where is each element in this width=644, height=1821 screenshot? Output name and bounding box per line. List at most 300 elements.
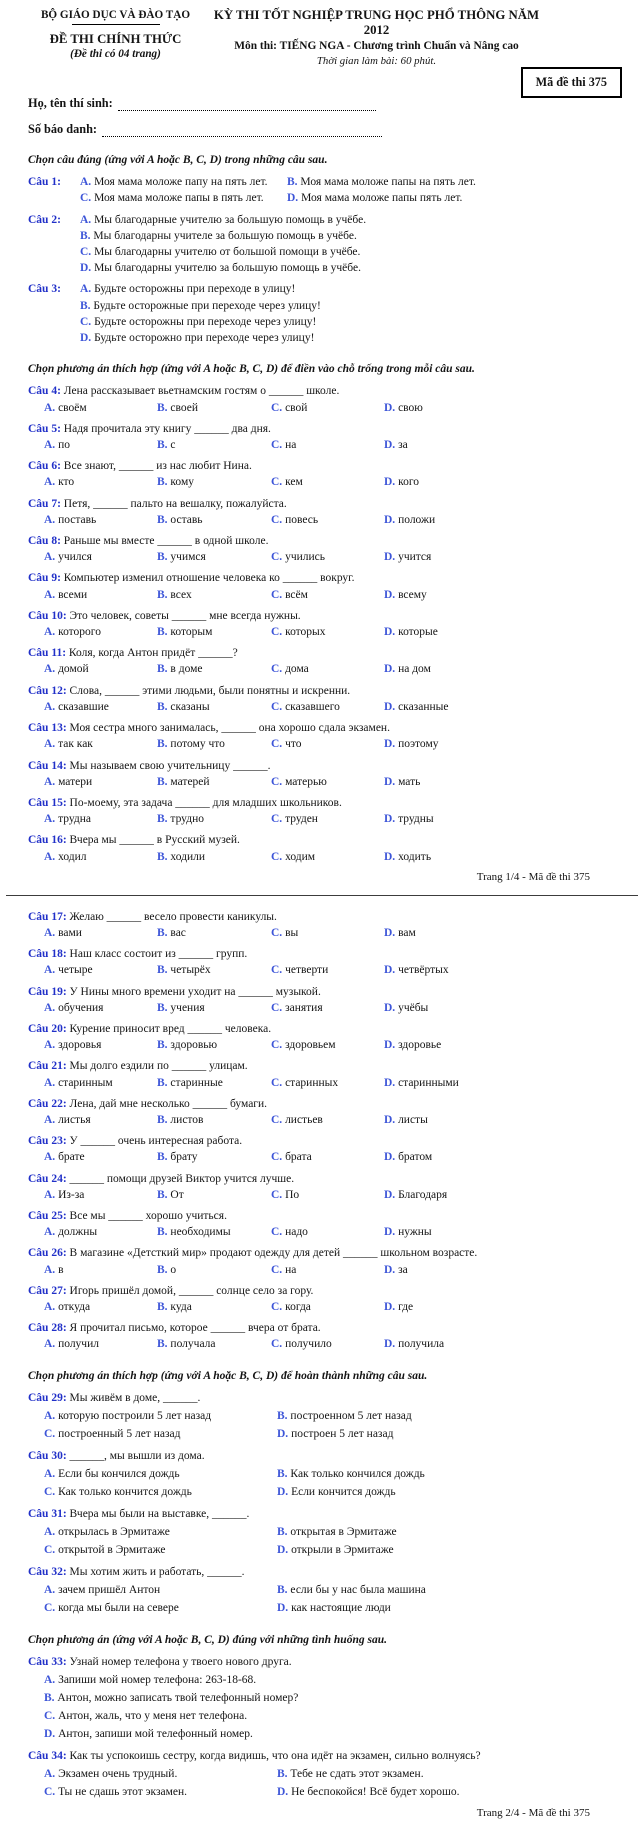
option-a bbox=[44, 1523, 277, 1541]
option-d bbox=[384, 1149, 608, 1165]
option-text: Антон, запиши мой телефонный номер. bbox=[55, 1728, 253, 1740]
option-c bbox=[271, 1037, 384, 1053]
option-text: Будьте осторожны при переходе в улицу! bbox=[91, 283, 296, 296]
question-line bbox=[28, 795, 608, 811]
option-letter: C. bbox=[271, 513, 283, 526]
option-a bbox=[44, 512, 157, 528]
option-text: Ты не сдашь этот экзамен. bbox=[55, 1786, 188, 1798]
option-letter: D. bbox=[384, 1263, 396, 1276]
option-a bbox=[44, 1000, 157, 1016]
option-letter: B. bbox=[277, 1467, 288, 1480]
option-a bbox=[44, 1465, 277, 1483]
option-text: листьев bbox=[282, 1113, 323, 1126]
option-letter: B. bbox=[157, 663, 168, 676]
option-text: Мы благодарные учителю за большую помощь в учёбе. bbox=[91, 213, 367, 226]
option-letter: A. bbox=[80, 213, 92, 226]
option-text: нужны bbox=[395, 1226, 432, 1239]
option-letter: C. bbox=[271, 439, 283, 452]
option-text: старинным bbox=[55, 1076, 113, 1089]
option-letter: A. bbox=[44, 1188, 56, 1201]
option-c bbox=[271, 774, 384, 790]
option-letter: D. bbox=[384, 813, 396, 826]
option-text: ходил bbox=[55, 850, 87, 863]
section-instruction: Chọn phương án thích hợp (ứng với A hoặc B, C, D) để hoàn thành những câu sau. bbox=[28, 1369, 428, 1382]
option-a bbox=[44, 1336, 157, 1352]
question-text: ______ помощи друзей Виктор учится лучше. bbox=[66, 1172, 295, 1185]
option-letter: A. bbox=[44, 1113, 56, 1126]
option-a bbox=[44, 624, 157, 640]
option-d bbox=[384, 549, 608, 565]
question-line bbox=[28, 1390, 608, 1407]
option-c bbox=[80, 314, 608, 330]
option-text: Как только кончился дождь bbox=[287, 1467, 425, 1480]
option-letter: B. bbox=[80, 299, 91, 312]
option-letter: C. bbox=[44, 1485, 56, 1498]
option-b bbox=[277, 1523, 608, 1541]
question-text: Слова, ______ этими людьми, были понятны и искренни. bbox=[66, 684, 351, 697]
option-letter: C. bbox=[44, 1543, 56, 1556]
ministry-name: BỘ GIÁO DỤC VÀ ĐÀO TẠO bbox=[40, 9, 191, 21]
option-text: своей bbox=[167, 401, 199, 414]
candidate-id-line bbox=[28, 111, 608, 137]
option-c bbox=[271, 1149, 384, 1165]
question-cau-6 bbox=[28, 458, 608, 490]
question-number-label: Câu 27: bbox=[28, 1284, 67, 1297]
option-letter: A. bbox=[44, 1039, 56, 1052]
option-c bbox=[271, 962, 384, 978]
question-line bbox=[28, 1245, 608, 1261]
question-number-label: Câu 31: bbox=[28, 1507, 67, 1520]
option-d bbox=[277, 1483, 608, 1501]
options-grid bbox=[44, 587, 608, 603]
option-letter: C. bbox=[271, 1039, 283, 1052]
option-text: матерей bbox=[167, 775, 210, 788]
options-grid bbox=[44, 661, 608, 677]
question-cau-23 bbox=[28, 1133, 608, 1165]
question-text: Вчера мы были на выставке, ______. bbox=[66, 1507, 250, 1520]
question-line bbox=[28, 570, 608, 586]
option-b bbox=[157, 849, 271, 865]
options-grid bbox=[44, 437, 608, 453]
option-letter: C. bbox=[271, 1300, 283, 1313]
option-text: четвёртых bbox=[395, 964, 449, 977]
option-a bbox=[44, 849, 157, 865]
option-b bbox=[287, 174, 608, 190]
option-letter: A. bbox=[80, 176, 92, 189]
option-letter: D. bbox=[384, 1188, 396, 1201]
question-line bbox=[28, 1564, 608, 1581]
option-text: Если кончится дождь bbox=[288, 1485, 396, 1498]
option-c bbox=[44, 1783, 277, 1801]
question-number-label: Câu 10: bbox=[28, 609, 67, 622]
option-text: Моя мама моложе папу на пять лет. bbox=[91, 176, 268, 189]
option-b bbox=[157, 1149, 271, 1165]
option-d bbox=[384, 437, 608, 453]
option-d bbox=[384, 1112, 608, 1128]
option-letter: A. bbox=[44, 850, 56, 863]
option-text: за bbox=[395, 1263, 408, 1276]
option-text: построенный 5 лет назад bbox=[55, 1427, 181, 1440]
official-exam-label: ĐỀ THI CHÍNH THỨC bbox=[49, 32, 182, 46]
question-cau-32 bbox=[28, 1564, 608, 1617]
option-letter: D. bbox=[384, 476, 396, 489]
question-text: По-моему, эта задача ______ для младших школьников. bbox=[66, 796, 342, 809]
options-grid bbox=[44, 1407, 608, 1443]
option-c bbox=[271, 1299, 384, 1315]
option-text: получило bbox=[282, 1338, 332, 1351]
page-footer: Trang 2/4 - Mã đề thi 375 bbox=[476, 1807, 590, 1819]
header-left-block bbox=[28, 8, 203, 61]
option-a bbox=[80, 212, 608, 228]
option-text: учились bbox=[282, 551, 325, 564]
option-d bbox=[384, 774, 608, 790]
option-d bbox=[80, 260, 608, 276]
option-a bbox=[44, 962, 157, 978]
page-divider bbox=[6, 895, 638, 896]
options-grid bbox=[44, 1187, 608, 1203]
option-letter: A. bbox=[44, 1151, 56, 1164]
option-a bbox=[80, 281, 608, 297]
option-a bbox=[80, 174, 287, 190]
option-letter: C. bbox=[44, 1427, 56, 1440]
option-text: Мы благодарны учителе за большую помощь в учёбе. bbox=[90, 229, 357, 242]
option-a bbox=[44, 699, 157, 715]
options-grid bbox=[44, 774, 608, 790]
option-letter: B. bbox=[157, 1226, 168, 1239]
option-text: здоровья bbox=[55, 1039, 102, 1052]
question-number-label: Câu 32: bbox=[28, 1565, 67, 1578]
option-text: повесь bbox=[282, 513, 319, 526]
question-text: Мы хотим жить и работать, ______. bbox=[66, 1565, 245, 1578]
option-text: сказавшие bbox=[55, 700, 109, 713]
option-text: получила bbox=[395, 1338, 445, 1351]
option-c bbox=[44, 1483, 277, 1501]
option-text: Тебе не сдать этот экзамен. bbox=[287, 1768, 424, 1780]
option-letter: A. bbox=[44, 813, 56, 826]
option-letter: A. bbox=[44, 926, 56, 939]
option-letter: D. bbox=[384, 700, 396, 713]
option-letter: D. bbox=[384, 1226, 396, 1239]
question-line bbox=[28, 1021, 608, 1037]
option-letter: A. bbox=[44, 700, 56, 713]
question-cau-9 bbox=[28, 570, 608, 602]
option-text: сказавшего bbox=[282, 700, 340, 713]
question-cau-7 bbox=[28, 496, 608, 528]
option-letter: D. bbox=[44, 1728, 56, 1740]
option-text: дома bbox=[282, 663, 309, 676]
option-text: вами bbox=[55, 926, 82, 939]
question-number-label: Câu 28: bbox=[28, 1322, 67, 1335]
option-letter: B. bbox=[277, 1768, 288, 1780]
question-text: Желаю ______ весело провести каникулы. bbox=[66, 910, 277, 923]
option-letter: D. bbox=[80, 332, 92, 345]
option-d bbox=[384, 1075, 608, 1091]
option-letter: B. bbox=[157, 1188, 168, 1201]
option-d bbox=[287, 190, 608, 206]
option-letter: B. bbox=[277, 1583, 288, 1596]
question-cau-26 bbox=[28, 1245, 608, 1277]
question-number-label: Câu 12: bbox=[28, 684, 67, 697]
option-letter: B. bbox=[157, 513, 168, 526]
option-letter: A. bbox=[44, 588, 56, 601]
question-text: Надя прочитала эту книгу ______ два дня. bbox=[60, 422, 271, 435]
option-letter: B. bbox=[157, 964, 168, 977]
question-line bbox=[28, 383, 608, 399]
option-b bbox=[157, 587, 271, 603]
option-letter: A. bbox=[44, 476, 56, 489]
option-c bbox=[271, 1112, 384, 1128]
option-a bbox=[44, 437, 157, 453]
option-letter: C. bbox=[80, 315, 92, 328]
option-b bbox=[157, 699, 271, 715]
option-letter: D. bbox=[277, 1543, 289, 1556]
question-number-label: Câu 11: bbox=[28, 647, 67, 660]
option-text: брату bbox=[167, 1151, 198, 1164]
option-text: так как bbox=[55, 738, 93, 751]
option-c bbox=[271, 1224, 384, 1240]
option-text: Экзамен очень трудный. bbox=[55, 1768, 178, 1780]
option-text: четверти bbox=[282, 964, 329, 977]
question-text: Вчера мы ______ в Русский музей. bbox=[66, 834, 240, 847]
question-cau-21 bbox=[28, 1058, 608, 1090]
option-letter: C. bbox=[271, 1263, 283, 1276]
option-a bbox=[44, 736, 157, 752]
question-number-label: Câu 21: bbox=[28, 1060, 67, 1073]
option-letter: D. bbox=[384, 663, 396, 676]
option-text: листья bbox=[55, 1113, 91, 1126]
options-grid bbox=[44, 1224, 608, 1240]
options-grid bbox=[44, 1075, 608, 1091]
question-text: Лена, дай мне несколько ______ бумаги. bbox=[66, 1097, 268, 1110]
question-cau-10 bbox=[28, 608, 608, 640]
option-text: учится bbox=[395, 551, 432, 564]
section-instruction: Chọn phương án thích hợp (ứng với A hoặc B, C, D) để điền vào chỗ trống trong mỗi câu sau. bbox=[28, 363, 475, 376]
question-number-label: Câu 8: bbox=[28, 535, 61, 548]
option-letter: B. bbox=[44, 1692, 55, 1704]
question-text: Раньше мы вместе ______ в одной школе. bbox=[60, 535, 269, 548]
option-b bbox=[157, 474, 271, 490]
options-grid bbox=[44, 1000, 608, 1016]
option-letter: A. bbox=[44, 663, 56, 676]
question-text: Мы долго ездили по ______ улицам. bbox=[66, 1060, 248, 1073]
question-number-label: Câu 33: bbox=[28, 1656, 67, 1668]
option-c bbox=[271, 549, 384, 565]
option-letter: C. bbox=[271, 1188, 283, 1201]
option-b bbox=[157, 1336, 271, 1352]
question-number-label: Câu 22: bbox=[28, 1097, 67, 1110]
question-cau-8 bbox=[28, 533, 608, 565]
option-letter: D. bbox=[277, 1427, 289, 1440]
question-line bbox=[28, 1208, 608, 1224]
option-d bbox=[384, 1224, 608, 1240]
option-text: которые bbox=[395, 626, 438, 639]
question-number-label: Câu 29: bbox=[28, 1391, 67, 1404]
option-c bbox=[271, 811, 384, 827]
option-text: вам bbox=[395, 926, 416, 939]
option-text: Если бы кончился дождь bbox=[55, 1467, 180, 1480]
question-line bbox=[28, 1133, 608, 1149]
option-text: учился bbox=[55, 551, 92, 564]
option-text: построенном 5 лет назад bbox=[287, 1409, 412, 1422]
option-b bbox=[157, 1112, 271, 1128]
option-text: ходили bbox=[167, 850, 206, 863]
option-c bbox=[271, 1336, 384, 1352]
header-right-block bbox=[209, 8, 544, 69]
option-b bbox=[157, 774, 271, 790]
option-letter: D. bbox=[384, 513, 396, 526]
option-letter: C. bbox=[271, 1226, 283, 1239]
question-line bbox=[28, 1058, 608, 1074]
option-letter: D. bbox=[384, 964, 396, 977]
option-letter: B. bbox=[157, 813, 168, 826]
option-a bbox=[44, 1299, 157, 1315]
question-line bbox=[28, 458, 608, 474]
question-number-label: Câu 18: bbox=[28, 948, 67, 961]
question-number-label: Câu 26: bbox=[28, 1247, 67, 1260]
option-text: матерью bbox=[282, 775, 327, 788]
option-letter: C. bbox=[271, 476, 283, 489]
question-line bbox=[28, 832, 608, 848]
question-text: Моя сестра много занималась, ______ она хорошо сдала экзамен. bbox=[66, 722, 390, 735]
option-letter: C. bbox=[271, 401, 283, 414]
option-text: поставь bbox=[55, 513, 97, 526]
option-letter: D. bbox=[384, 1151, 396, 1164]
question-text: Как ты успокоишь сестру, когда видишь, что она идёт на экзамен, сильно волнуясь? bbox=[66, 1750, 481, 1762]
exam-code-label: Mã đề thi 375 bbox=[535, 75, 607, 89]
option-text: Из-за bbox=[55, 1188, 85, 1201]
options-grid bbox=[44, 699, 608, 715]
question-line bbox=[28, 1748, 608, 1765]
option-letter: B. bbox=[277, 1525, 288, 1538]
question-cau-18 bbox=[28, 946, 608, 978]
option-letter: D. bbox=[384, 926, 396, 939]
question-number-label: Câu 3: bbox=[28, 283, 61, 296]
option-b bbox=[157, 512, 271, 528]
question-cau-1 bbox=[28, 174, 608, 206]
option-letter: B. bbox=[157, 626, 168, 639]
option-c bbox=[271, 699, 384, 715]
question-number-label: Câu 15: bbox=[28, 796, 67, 809]
options-grid bbox=[44, 624, 608, 640]
option-c bbox=[271, 849, 384, 865]
option-text: всех bbox=[167, 588, 192, 601]
option-text: положи bbox=[395, 513, 436, 526]
option-letter: B. bbox=[157, 850, 168, 863]
question-list bbox=[28, 152, 608, 1821]
option-text: зачем пришёл Антон bbox=[55, 1583, 161, 1596]
option-text: обучения bbox=[55, 1001, 104, 1014]
question-cau-2 bbox=[28, 212, 608, 277]
option-a bbox=[44, 1671, 608, 1689]
option-letter: A. bbox=[44, 1674, 56, 1686]
option-letter: D. bbox=[384, 1076, 396, 1089]
option-d bbox=[384, 849, 608, 865]
candidate-id-field bbox=[102, 123, 382, 137]
option-a bbox=[44, 400, 157, 416]
option-letter: D. bbox=[384, 850, 396, 863]
option-letter: A. bbox=[44, 513, 56, 526]
option-text: Моя мама моложе папы пять лет. bbox=[298, 192, 463, 205]
option-letter: A. bbox=[80, 283, 92, 296]
option-text: потому что bbox=[167, 738, 225, 751]
option-letter: B. bbox=[157, 1039, 168, 1052]
option-text: листов bbox=[167, 1113, 204, 1126]
option-a bbox=[44, 1262, 157, 1278]
question-cau-14 bbox=[28, 758, 608, 790]
option-d bbox=[384, 587, 608, 603]
option-letter: D. bbox=[277, 1601, 289, 1614]
option-text: мать bbox=[395, 775, 421, 788]
option-letter: C. bbox=[271, 738, 283, 751]
option-text: что bbox=[282, 738, 302, 751]
subject-line: Môn thi: TIẾNG NGA - Chương trình Chuẩn và Nâng cao bbox=[234, 40, 519, 52]
option-letter: C. bbox=[271, 1113, 283, 1126]
option-letter: B. bbox=[157, 738, 168, 751]
option-b bbox=[157, 437, 271, 453]
option-text: Не беспокойся! Всё будет хорошо. bbox=[288, 1786, 460, 1798]
option-letter: B. bbox=[157, 588, 168, 601]
option-text: всеми bbox=[55, 588, 88, 601]
option-d bbox=[384, 1262, 608, 1278]
option-letter: C. bbox=[271, 1151, 283, 1164]
option-b bbox=[80, 228, 608, 244]
option-letter: C. bbox=[271, 850, 283, 863]
option-letter: B. bbox=[157, 1151, 168, 1164]
option-b bbox=[80, 298, 608, 314]
candidate-id-label: Số báo danh: bbox=[28, 121, 98, 136]
option-text: четыре bbox=[55, 964, 93, 977]
option-text: Моя мама моложе папы в пять лет. bbox=[91, 192, 264, 205]
option-text: Будьте осторожно при переходе через улицу! bbox=[91, 332, 315, 345]
option-text: По bbox=[282, 1188, 300, 1201]
option-text: учения bbox=[167, 1001, 205, 1014]
option-text: открылась в Эрмитаже bbox=[55, 1525, 170, 1538]
option-b bbox=[157, 1037, 271, 1053]
option-text: Как только кончится дождь bbox=[55, 1485, 192, 1498]
option-d bbox=[384, 925, 608, 941]
question-text: Все знают, ______ из нас любит Нина. bbox=[60, 460, 252, 473]
option-text: Мы благодарны учителю за большую помощь в учёбе. bbox=[91, 262, 361, 275]
section-instruction: Chọn phương án (ứng với A hoặc B, C, D) đúng với những tình huống sau. bbox=[28, 1633, 387, 1646]
option-letter: D. bbox=[384, 401, 396, 414]
option-a bbox=[44, 474, 157, 490]
option-text: по bbox=[55, 439, 70, 452]
question-text: Игорь пришёл домой, ______ солнце село за гору. bbox=[66, 1284, 314, 1297]
question-cau-15 bbox=[28, 795, 608, 827]
question-number-label: Câu 13: bbox=[28, 722, 67, 735]
option-letter: B. bbox=[157, 700, 168, 713]
option-text: на bbox=[282, 1263, 297, 1276]
question-number-label: Câu 24: bbox=[28, 1172, 67, 1185]
option-d bbox=[384, 512, 608, 528]
question-text: В магазине «Детсткий мир» продают одежду для детей ______ школьном возрасте. bbox=[66, 1247, 478, 1260]
option-text: на дом bbox=[395, 663, 431, 676]
option-text: за bbox=[395, 439, 408, 452]
question-number-label: Câu 34: bbox=[28, 1750, 67, 1762]
question-number-label: Câu 25: bbox=[28, 1209, 67, 1222]
option-text: кого bbox=[395, 476, 419, 489]
question-number-label: Câu 6: bbox=[28, 460, 61, 473]
option-a bbox=[44, 1224, 157, 1240]
question-cau-30 bbox=[28, 1448, 608, 1501]
option-c bbox=[44, 1541, 277, 1559]
question-text: Мы живём в доме, ______. bbox=[66, 1391, 201, 1404]
option-text: свою bbox=[395, 401, 423, 414]
question-number-label: Câu 14: bbox=[28, 759, 67, 772]
option-letter: C. bbox=[44, 1710, 56, 1722]
option-c bbox=[271, 437, 384, 453]
option-letter: D. bbox=[277, 1786, 289, 1798]
